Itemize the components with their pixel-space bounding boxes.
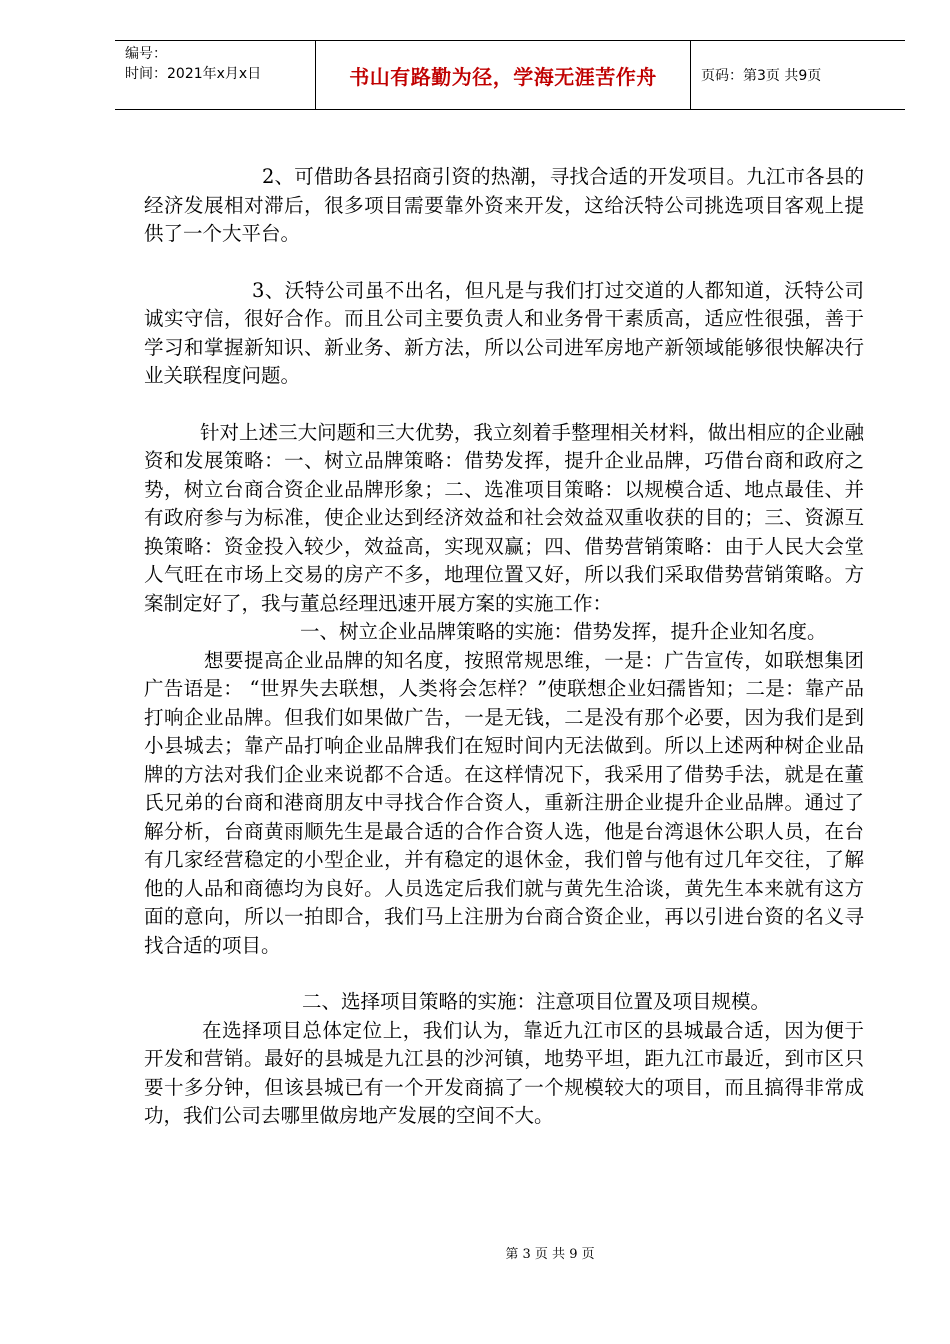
paragraph-strategy-summary: 针对上述三大问题和三大优势，我立刻着手整理相关材料，做出相应的企业融资和发展策略：一、树立品牌策略：借势发挥，提升企业品牌，巧借台商和政府之势，树立台商合资企业品牌形象；二、选准项目策略：以规模合适、地点最佳、并有政府参与为标准，使企业达到经济效益和社会效益双重收获的目的；三、资源互换策略：资金投入较少，效益高，实现双赢；四、借势营销策略：由于人民大会堂人气旺在市场上交易的房产不多，地理位置又好，所以我们采取借势营销策略。方案制定好了，我与董总经理迅速开展方案的实施工作： <box>144 420 864 615</box>
header-motto: 书山有路勤为径，学海无涯苦作舟 <box>316 41 691 109</box>
document-header <box>115 40 905 110</box>
time-label: 时间：2021年x月x日 <box>125 66 262 82</box>
paragraph-advantage-2: 2、可借助各县招商引资的热潮，寻找合适的开发项目。九江市各县的经济发展相对滞后，很多项目需要靠外资来开发，这给沃特公司挑选项目客观上提供了一个大平台。 <box>144 165 864 245</box>
page-footer: 第 3 页 共 9 页 <box>505 1247 595 1262</box>
document-body <box>144 163 864 1131</box>
number-label: 编号： <box>125 46 167 62</box>
section-heading-brand-strategy: 一、树立企业品牌策略的实施：借势发挥，提升企业知名度。 <box>300 620 827 643</box>
paragraph-brand-strategy: 想要提高企业品牌的知名度，按照常规思维，一是：广告宣传，如联想集团广告语是： “世界失去联想，人类将会怎样？”使联想企业妇孺皆知；二是：靠产品打响企业品牌。但我们如果做广告，一是无钱，二是没有那个必要，因为我们是到小县城去；靠产品打响企业品牌我们在短时间内无法做到。所以上述两种树企业品牌的方法对我们企业来说都不合适。在这样情况下，我采用了借势手法，就是在董氏兄弟的台商和港商朋友中寻找合作合资人，重新注册企业提升企业品牌。通过了解分析，台商黄雨顺先生是最合适的合作合资人选，他是台湾退休公职人员，在台有几家经营稳定的小型企业，并有稳定的退休金，我们曾与他有过几年交往，了解他的人品和商德均为良好。人员选定后我们就与黄先生洽谈，黄先生本来就有这方面的意向，所以一拍即合，我们马上注册为台商合资企业，再以引进台资的名义寻找合适的项目。 <box>144 648 864 957</box>
header-page-number: 页码：第3页 共9页 <box>701 68 822 84</box>
paragraph-advantage-3: 3、沃特公司虽不出名，但凡是与我们打过交道的人都知道，沃特公司诚实守信，很好合作。而且公司主要负责人和业务骨干素质高，适应性很强，善于学习和掌握新知识、新业务、新方法，所以公司进军房地产新领域能够很快解决行业关联程度问题。 <box>144 278 864 387</box>
paragraph-project-location: 在选择项目总体定位上，我们认为，靠近九江市区的县城最合适，因为便于开发和营销。最好的县城是九江县的沙河镇，地势平坦，距九江市最近，到市区只要十多分钟，但该县城已有一个开发商搞了一个规模较大的项目，而且搞得非常成功，我们公司去哪里做房地产发展的空间不大。 <box>144 1018 864 1127</box>
section-heading-project-strategy: 二、选择项目策略的实施：注意项目位置及项目规模。 <box>302 990 771 1013</box>
header-meta-cell <box>115 41 316 109</box>
